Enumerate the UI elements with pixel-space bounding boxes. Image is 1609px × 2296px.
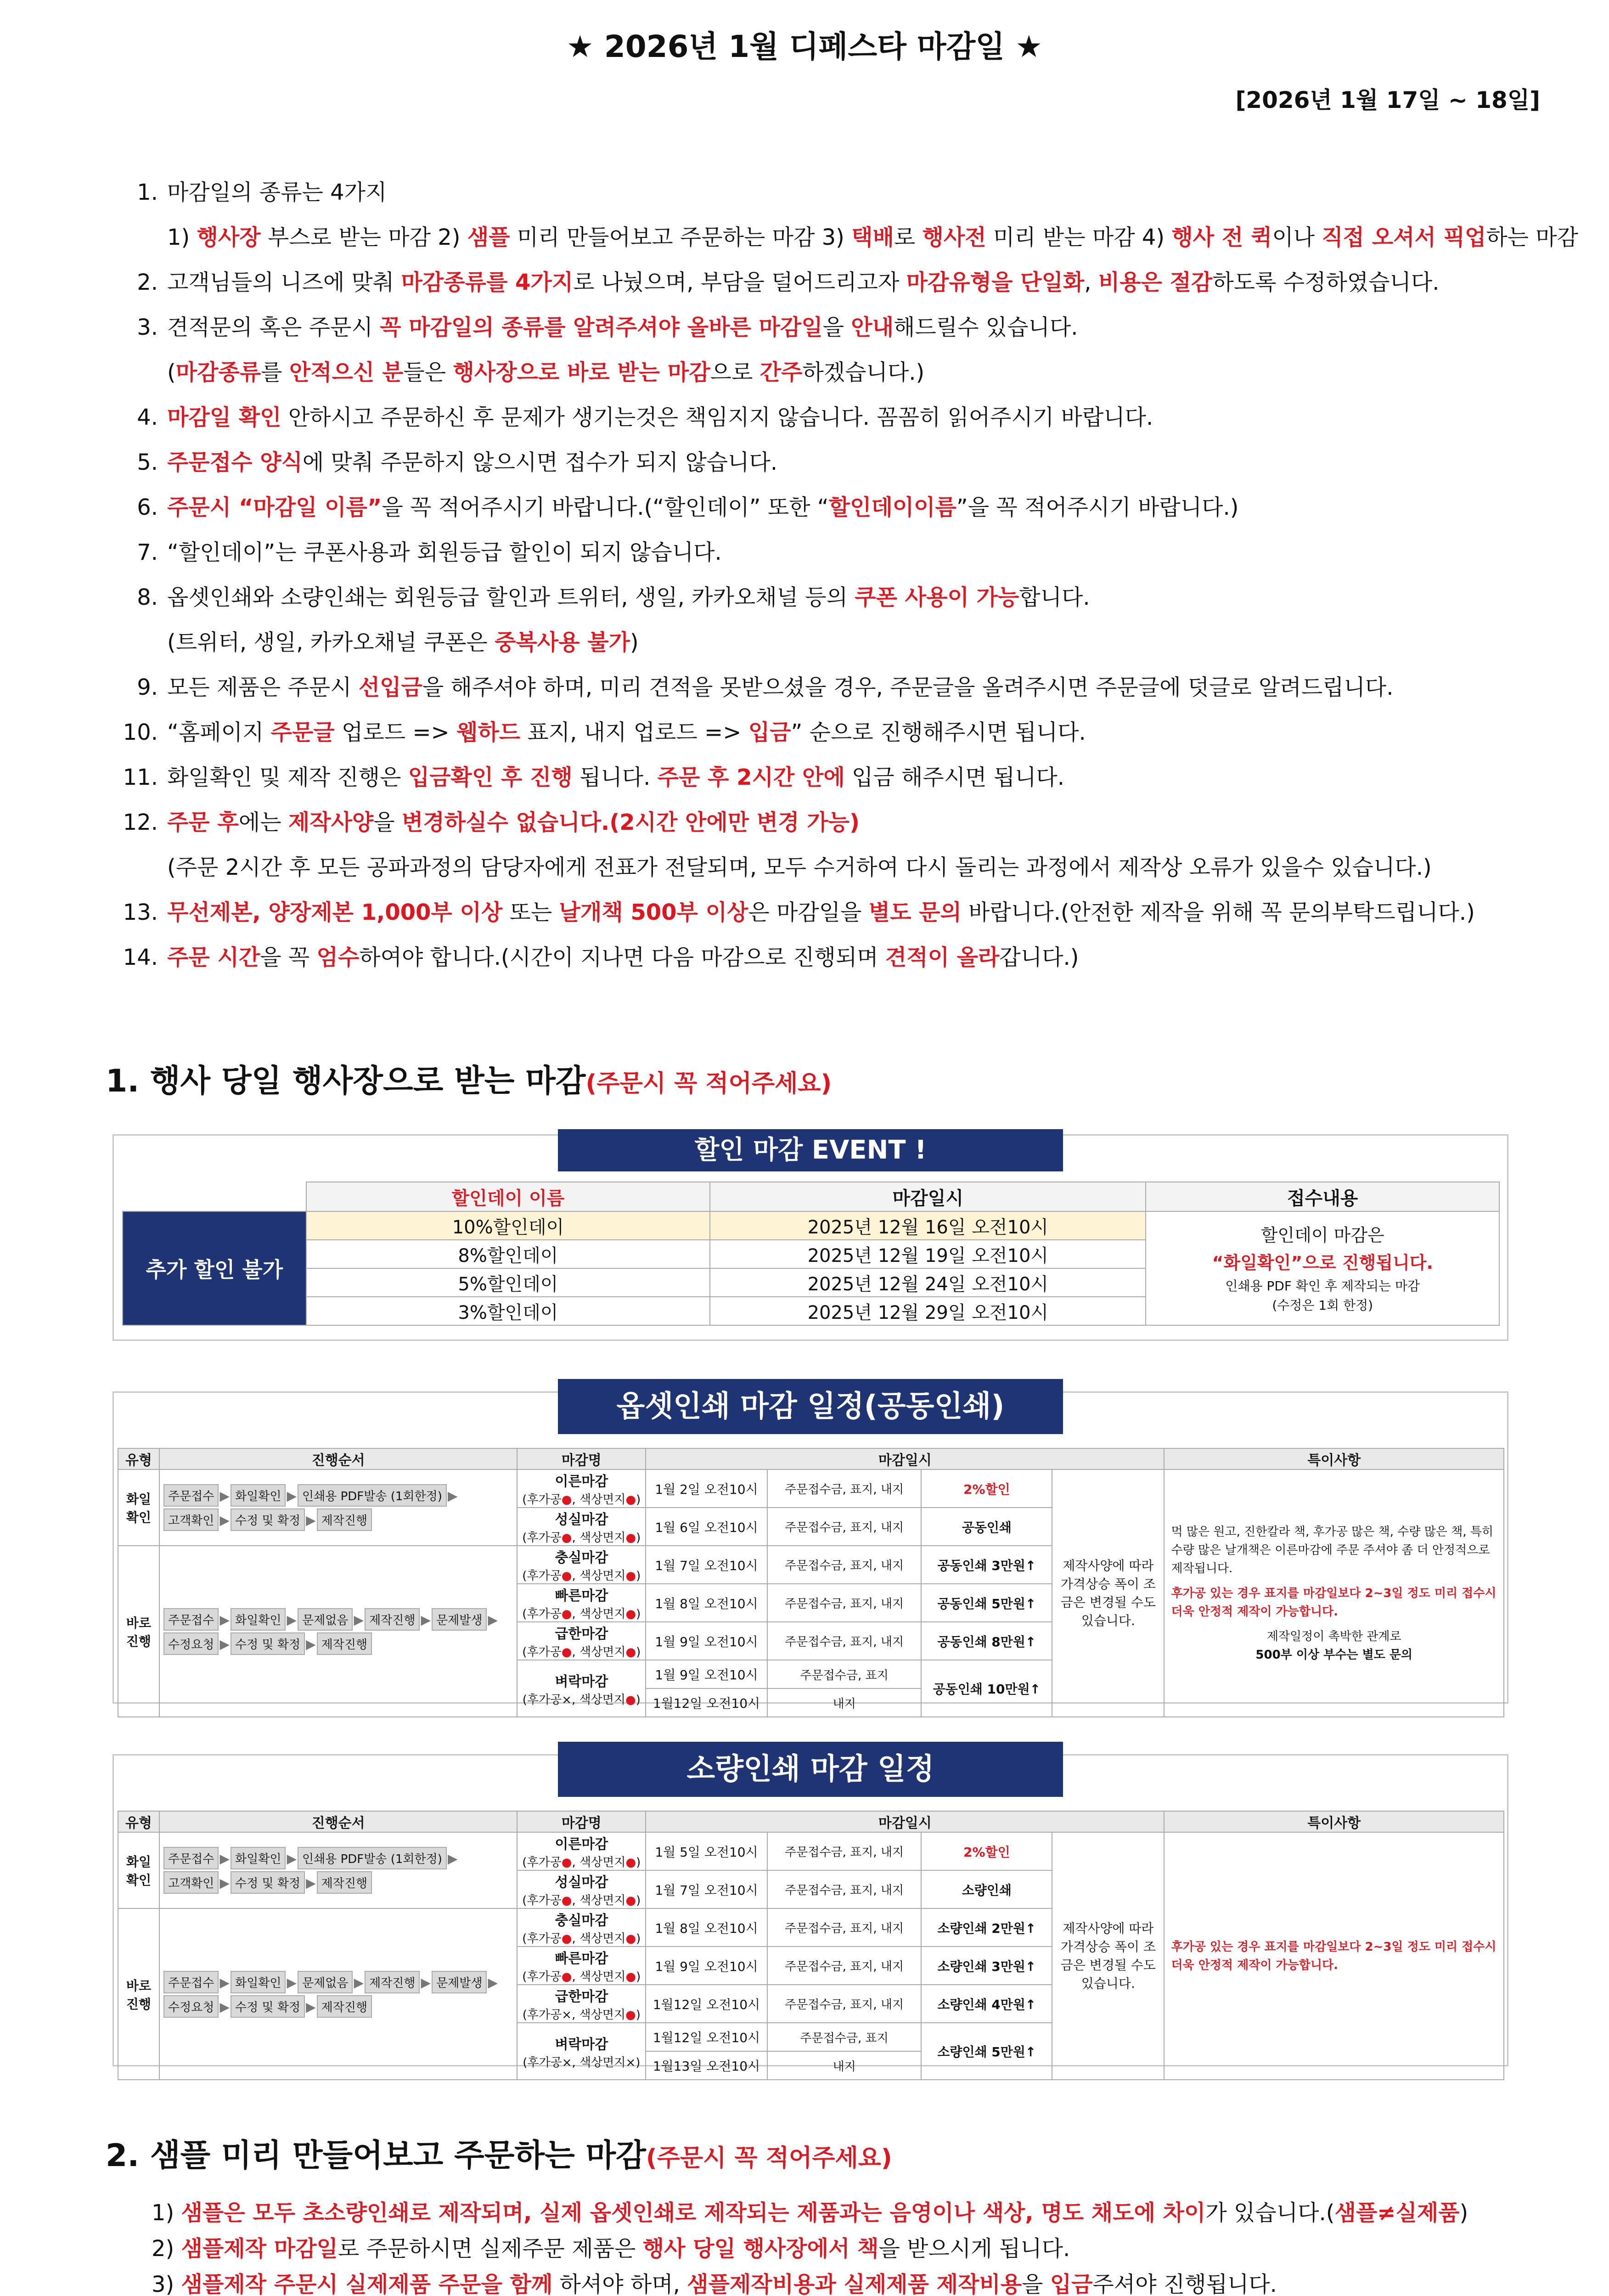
section2-subtitle: (주문시 꼭 적어주세요): [646, 2144, 892, 2172]
table-cell: 제작사양에 따라 가격상승 폭이 조금은 변경될 수도 있습니다.: [1052, 1469, 1164, 1717]
table-header-cell: [123, 1182, 306, 1211]
flow-step: 제작진행: [317, 1995, 372, 2018]
table-cell: 1월 7일 오전10시: [646, 1546, 767, 1584]
discount-panel: [113, 1134, 1508, 1341]
flow-step: 주문접수: [163, 1484, 219, 1507]
table-cell: 1월12일 오전10시: [646, 2023, 767, 2051]
notice-number: 3.: [137, 315, 158, 340]
flow-step: 고객확인: [163, 1871, 219, 1894]
discount-note-3: 인쇄용 PDF 확인 후 제작되는 마감: [1225, 1278, 1420, 1294]
flow-step: 인쇄용 PDF발송 (1회한정): [298, 1847, 447, 1869]
notice-number: 5.: [137, 450, 158, 475]
small-table: [118, 1811, 1504, 2080]
deadline-name: 빠른마감 (후가공●, 색상면지●): [517, 1947, 646, 1985]
notice-item: 7. “할인데이”는 쿠폰사용과 회원등급 할인이 되지 않습니다.: [119, 530, 1543, 575]
flow-step: 주문접수: [163, 1971, 219, 1993]
flow-step: 수정 및 확정: [231, 1508, 305, 1531]
table-cell: 1월 9일 오전10시: [646, 1947, 767, 1985]
table-cell: 주문접수금, 표지, 내지: [767, 1908, 922, 1947]
table-cell: 소량인쇄 5만원↑: [921, 2023, 1052, 2080]
flow-step: 수정요청: [163, 1995, 219, 2018]
deadline-name: 이른마감 (후가공●, 색상면지●): [517, 1469, 646, 1508]
flow-step: 인쇄용 PDF발송 (1회한정): [298, 1484, 447, 1507]
flow-step: 화일확인: [231, 1971, 286, 1993]
notice-item: 11. 화일확인 및 제작 진행은 입금확인 후 진행 됩니다. 주문 후 2시간 안에 입금 해주시면 됩니다.: [119, 755, 1543, 800]
notice-list: [119, 170, 1579, 980]
table-cell: 먹 많은 원고, 진한칼라 책, 후가공 많은 책, 수량 많은 책, 특히 수량 많은 날개책은 이른마감에 주문 주셔야 좀 더 안정적으로 제작됩니다. 후가공 있는 경우 표지를 마감일보다 2~3일 정도 미리 접수시 더욱 안정적 제작이 가능합니다. 제작일정이 촉박한 관계로 500부 이상 부수는 별도 문의: [1164, 1469, 1504, 1717]
deadline-name: 급한마감 (후가공×, 색상면지●): [517, 1985, 646, 2023]
table-cell: 소량인쇄 4만원↑: [921, 1985, 1052, 2023]
table-cell: 1월 8일 오전10시: [646, 1908, 767, 1947]
table-cell: 주문접수금, 표지, 내지: [767, 1622, 922, 1660]
discount-note-1: 할인데이 마감은: [1260, 1225, 1384, 1245]
table-cell: 내지: [767, 1688, 922, 1717]
discount-header-note: 접수내용: [1146, 1182, 1499, 1211]
discount-row-name: 8%할인데이: [306, 1240, 710, 1268]
flow-step: 문제없음: [298, 1608, 353, 1631]
flow-step: 고객확인: [163, 1508, 219, 1531]
table-cell: 바로진행: [118, 1908, 159, 2080]
table-header-cell: 진행순서: [159, 1811, 517, 1832]
table-header-cell: 특이사항: [1164, 1448, 1504, 1469]
table-cell: 화일확인: [118, 1469, 159, 1546]
flow-step: 제작진행: [317, 1632, 372, 1655]
flow-step: 제작진행: [317, 1871, 372, 1894]
table-cell: 주문접수금, 표지, 내지: [767, 1947, 922, 1985]
offset-banner: 옵셋인쇄 마감 일정(공동인쇄): [558, 1379, 1063, 1434]
deadline-name: 성실마감 (후가공●, 색상면지●): [517, 1870, 646, 1908]
notice-item: 2. 고객님들의 니즈에 맞춰 마감종류를 4가지로 나눴으며, 부담을 덜어드리고자 마감유형을 단일화, 비용은 절감하도록 수정하였습니다.: [119, 260, 1543, 305]
table-cell: 1월 2일 오전10시: [646, 1469, 767, 1508]
notice-item: 14. 주문 시간을 꼭 엄수하여야 합니다.(시간이 지나면 다음 마감으로 진행되며 견적이 올라갑니다.): [119, 935, 1543, 980]
offset-schedule-panel: [113, 1390, 1508, 1711]
small-schedule-panel: [113, 1752, 1508, 2074]
deadline-name: 벼락마감 (후가공×, 색상면지×): [517, 2023, 646, 2080]
table-cell: 화일확인: [118, 1832, 159, 1908]
notice-item: 5. 주문접수 양식에 맞춰 주문하지 않으시면 접수가 되지 않습니다.: [119, 440, 1543, 485]
sample-rule-item: 2) 샘플제작 마감일로 주문하시면 실제주문 제품은 행사 당일 행사장에서 책을 받으시게 됩니다.: [152, 2236, 1070, 2262]
table-cell: 1월12일 오전10시: [646, 1985, 767, 2023]
table-cell: 1월 8일 오전10시: [646, 1584, 767, 1622]
table-cell: 공동인쇄 5만원↑: [921, 1584, 1052, 1622]
notice-number: 13.: [123, 900, 158, 925]
table-cell: 주문접수금, 표지, 내지: [767, 1832, 922, 1870]
flow-step: 제작진행: [317, 1508, 372, 1531]
sample-rule-item: 1) 샘플은 모두 초소량인쇄로 제작되며, 실제 옵셋인쇄로 제작되는 제품과는 음영이나 색상, 명도 채도에 차이가 있습니다.(샘플≠실제품): [152, 2200, 1468, 2226]
discount-row-date: 2025년 12월 24일 오전10시: [710, 1268, 1146, 1297]
table-cell: 소량인쇄 2만원↑: [921, 1908, 1052, 1947]
flow-step: 문제발생: [432, 1608, 487, 1631]
notice-number: 12.: [123, 810, 158, 835]
table-cell: 주문접수금, 표지, 내지: [767, 1546, 922, 1584]
notice-number: 10.: [123, 720, 158, 745]
table-cell: 1월12일 오전10시: [646, 1688, 767, 1717]
table-cell: 2%할인: [921, 1832, 1052, 1870]
flow-step: 제작진행: [365, 1608, 420, 1631]
notice-item: 4. 마감일 확인 안하시고 주문하신 후 문제가 생기는것은 책임지지 않습니다. 꼼꼼히 읽어주시기 바랍니다.: [119, 395, 1543, 440]
table-cell: 소량인쇄: [921, 1870, 1052, 1908]
table-header-cell: 마감명: [517, 1811, 646, 1832]
table-cell: 1월 5일 오전10시: [646, 1832, 767, 1870]
flow-step: 수정 및 확정: [231, 1871, 305, 1894]
discount-row-date: 2025년 12월 29일 오전10시: [710, 1297, 1146, 1325]
flow-step: 수정 및 확정: [231, 1632, 305, 1655]
flow-step: 제작진행: [365, 1971, 420, 1993]
section2-list: [152, 2195, 1529, 2296]
table-cell: 1월 9일 오전10시: [646, 1660, 767, 1688]
date-range: [2026년 1월 17일 ~ 18일]: [1235, 87, 1540, 113]
table-header-cell: 진행순서: [159, 1448, 517, 1469]
notice-item: 1) 행사장 부스로 받는 마감 2) 샘플 미리 만들어보고 주문하는 마감 3) 택배로 행사전 미리 받는 마감 4) 행사 전 퀵이나 직접 오셔서 픽업하는 마감: [167, 225, 1579, 250]
flow-step: 화일확인: [231, 1484, 286, 1507]
section1-title: 1. 행사 당일 행사장으로 받는 마감: [106, 1063, 586, 1099]
table-cell: 주문접수 ▶ 화일확인 ▶ 인쇄용 PDF발송 (1회한정) ▶고객확인 ▶ 수정 및 확정 ▶ 제작진행: [159, 1832, 517, 1908]
table-cell: 소량인쇄 3만원↑: [921, 1947, 1052, 1985]
notice-number: 4.: [137, 405, 158, 430]
table-cell: 후가공 있는 경우 표지를 마감일보다 2~3일 정도 미리 접수시 더욱 안정적 제작이 가능합니다.: [1164, 1832, 1504, 2080]
discount-row-date: 2025년 12월 16일 오전10시: [710, 1211, 1146, 1240]
table-cell: 주문접수금, 표지, 내지: [767, 1469, 922, 1508]
table-cell: 주문접수금, 표지, 내지: [767, 1584, 922, 1622]
discount-note-2: “화일확인”으로 진행됩니다.: [1212, 1253, 1433, 1273]
notice-number: 7.: [137, 540, 158, 565]
discount-row-name: 3%할인데이: [306, 1297, 710, 1325]
deadline-name: 성실마감 (후가공●, 색상면지●): [517, 1508, 646, 1546]
deadline-name: 빠른마감 (후가공●, 색상면지●): [517, 1584, 646, 1622]
discount-banner: 할인 마감 EVENT !: [558, 1129, 1063, 1171]
table-cell: 바로진행: [118, 1546, 159, 1717]
table-cell: 내지: [767, 2051, 922, 2080]
notice-number: 14.: [123, 945, 158, 970]
notice-item: 8. 옵셋인쇄와 소량인쇄는 회원등급 할인과 트위터, 생일, 카카오채널 등의 쿠폰 사용이 가능합니다.: [119, 575, 1543, 620]
deadline-name: 이른마감 (후가공●, 색상면지●): [517, 1832, 646, 1870]
deadline-name: 벼락마감 (후가공×, 색상면지●): [517, 1660, 646, 1717]
page-title: ★ 2026년 1월 디페스타 마감일 ★: [566, 29, 1043, 64]
table-header-cell: 유형: [118, 1448, 159, 1469]
small-banner: 소량인쇄 마감 일정: [558, 1742, 1063, 1797]
table-cell: 공동인쇄: [921, 1508, 1052, 1546]
notice-item: (마감종류를 안적으신 분들은 행사장으로 바로 받는 마감으로 간주하겠습니다.): [167, 360, 925, 385]
section1-subtitle: (주문시 꼭 적어주세요): [585, 1070, 832, 1097]
table-cell: 1월13일 오전10시: [646, 2051, 767, 2080]
section2-title: 2. 샘플 미리 만들어보고 주문하는 마감: [106, 2138, 646, 2174]
section2-heading: [106, 2131, 892, 2175]
discount-side-label: 추가 할인 불가: [123, 1211, 306, 1325]
table-cell: 주문접수금, 표지, 내지: [767, 1870, 922, 1908]
discount-note: [1146, 1211, 1499, 1325]
table-cell: 제작사양에 따라 가격상승 폭이 조금은 변경될 수도 있습니다.: [1052, 1832, 1164, 2080]
table-cell: 주문접수 ▶ 화일확인 ▶ 문제없음 ▶ 제작진행 ▶ 문제발생 ▶수정요청 ▶ 수정 및 확정 ▶ 제작진행: [159, 1908, 517, 2080]
deadline-name: 충실마감 (후가공●, 색상면지●): [517, 1908, 646, 1947]
deadline-name: 충실마감 (후가공●, 색상면지●): [517, 1546, 646, 1584]
section1-heading: [106, 1056, 832, 1101]
discount-header-date: 마감일시: [710, 1182, 1146, 1211]
table-header-cell: 마감명: [517, 1448, 646, 1469]
notice-item: (트위터, 생일, 카카오채널 쿠폰은 중복사용 불가): [167, 630, 639, 655]
table-cell: 1월 6일 오전10시: [646, 1508, 767, 1546]
flow-step: 수정 및 확정: [231, 1995, 305, 2018]
notice-item: 10. “홈페이지 주문글 업로드 => 웹하드 표지, 내지 업로드 => 입금” 순으로 진행해주시면 됩니다.: [119, 710, 1543, 755]
table-header-cell: 유형: [118, 1811, 159, 1832]
table-cell: 주문접수금, 표지: [767, 1660, 922, 1688]
flow-step: 수정요청: [163, 1632, 219, 1655]
table-cell: 주문접수금, 표지: [767, 2023, 922, 2051]
flow-step: 주문접수: [163, 1608, 219, 1631]
table-header-cell: 마감일시: [646, 1811, 1164, 1832]
notice-number: 2.: [137, 270, 158, 295]
deadline-name: 급한마감 (후가공●, 색상면지●): [517, 1622, 646, 1660]
table-cell: 1월 9일 오전10시: [646, 1622, 767, 1660]
discount-note-4: (수정은 1회 한정): [1272, 1298, 1373, 1313]
notice-item: 6. 주문시 “마감일 이름”을 꼭 적어주시기 바랍니다.(“할인데이” 또한 “할인데이이름”을 꼭 적어주시기 바랍니다.): [119, 485, 1543, 530]
offset-table: [118, 1448, 1504, 1717]
notice-number: 8.: [137, 585, 158, 610]
discount-row-name: 5%할인데이: [306, 1268, 710, 1297]
notice-item: (주문 2시간 후 모든 공파과정의 담당자에게 전표가 전달되며, 모두 수거하여 다시 돌리는 과정에서 제작상 오류가 있을수 있습니다.): [167, 855, 1432, 880]
discount-row-date: 2025년 12월 19일 오전10시: [710, 1240, 1146, 1268]
notice-number: 6.: [137, 495, 158, 520]
notice-item: 9. 모든 제품은 주문시 선입금을 해주셔야 하며, 미리 견적을 못받으셨을 경우, 주문글을 올려주시면 주문글에 덧글로 알려드립니다.: [119, 665, 1543, 710]
discount-table: [122, 1182, 1500, 1326]
notice-number: 9.: [137, 675, 158, 700]
sample-rule-item: 3) 샘플제작 주문시 실제제품 주문을 함께 하셔야 하며, 샘플제작비용과 실제제품 제작비용을 입금주셔야 진행됩니다.: [152, 2272, 1277, 2296]
table-cell: 1월 7일 오전10시: [646, 1870, 767, 1908]
flow-step: 화일확인: [231, 1608, 286, 1631]
notice-item: 1. 마감일의 종류는 4가지: [119, 170, 1543, 215]
discount-header-name: 할인데이 이름: [306, 1182, 710, 1211]
table-header-cell: 특이사항: [1164, 1811, 1504, 1832]
table-cell: 주문접수금, 표지, 내지: [767, 1508, 922, 1546]
notice-number: 11.: [123, 765, 158, 790]
table-header-cell: 마감일시: [646, 1448, 1164, 1469]
notice-item: 3. 견적문의 혹은 주문시 꼭 마감일의 종류를 알려주셔야 올바른 마감일을 안내해드릴수 있습니다.: [119, 305, 1543, 350]
table-cell: 주문접수 ▶ 화일확인 ▶ 인쇄용 PDF발송 (1회한정) ▶고객확인 ▶ 수정 및 확정 ▶ 제작진행: [159, 1469, 517, 1546]
table-cell: 공동인쇄 10만원↑: [921, 1660, 1052, 1717]
notice-item: 12. 주문 후에는 제작사양을 변경하실수 없습니다.(2시간 안에만 변경 가능): [119, 800, 1543, 845]
notice-number: 1.: [137, 180, 158, 205]
table-cell: 공동인쇄 8만원↑: [921, 1622, 1052, 1660]
flow-step: 주문접수: [163, 1847, 219, 1869]
table-cell: 2%할인: [921, 1469, 1052, 1508]
discount-row-name: 10%할인데이: [306, 1211, 710, 1240]
table-cell: 주문접수금, 표지, 내지: [767, 1985, 922, 2023]
flow-step: 문제발생: [432, 1971, 487, 1993]
flow-step: 문제없음: [298, 1971, 353, 1993]
flow-step: 화일확인: [231, 1847, 286, 1869]
notice-item: 13. 무선제본, 양장제본 1,000부 이상 또는 날개책 500부 이상은 마감일을 별도 문의 바랍니다.(안전한 제작을 위해 꼭 문의부탁드립니다.): [119, 890, 1543, 935]
table-cell: 공동인쇄 3만원↑: [921, 1546, 1052, 1584]
table-cell: 주문접수 ▶ 화일확인 ▶ 문제없음 ▶ 제작진행 ▶ 문제발생 ▶수정요청 ▶ 수정 및 확정 ▶ 제작진행: [159, 1546, 517, 1717]
